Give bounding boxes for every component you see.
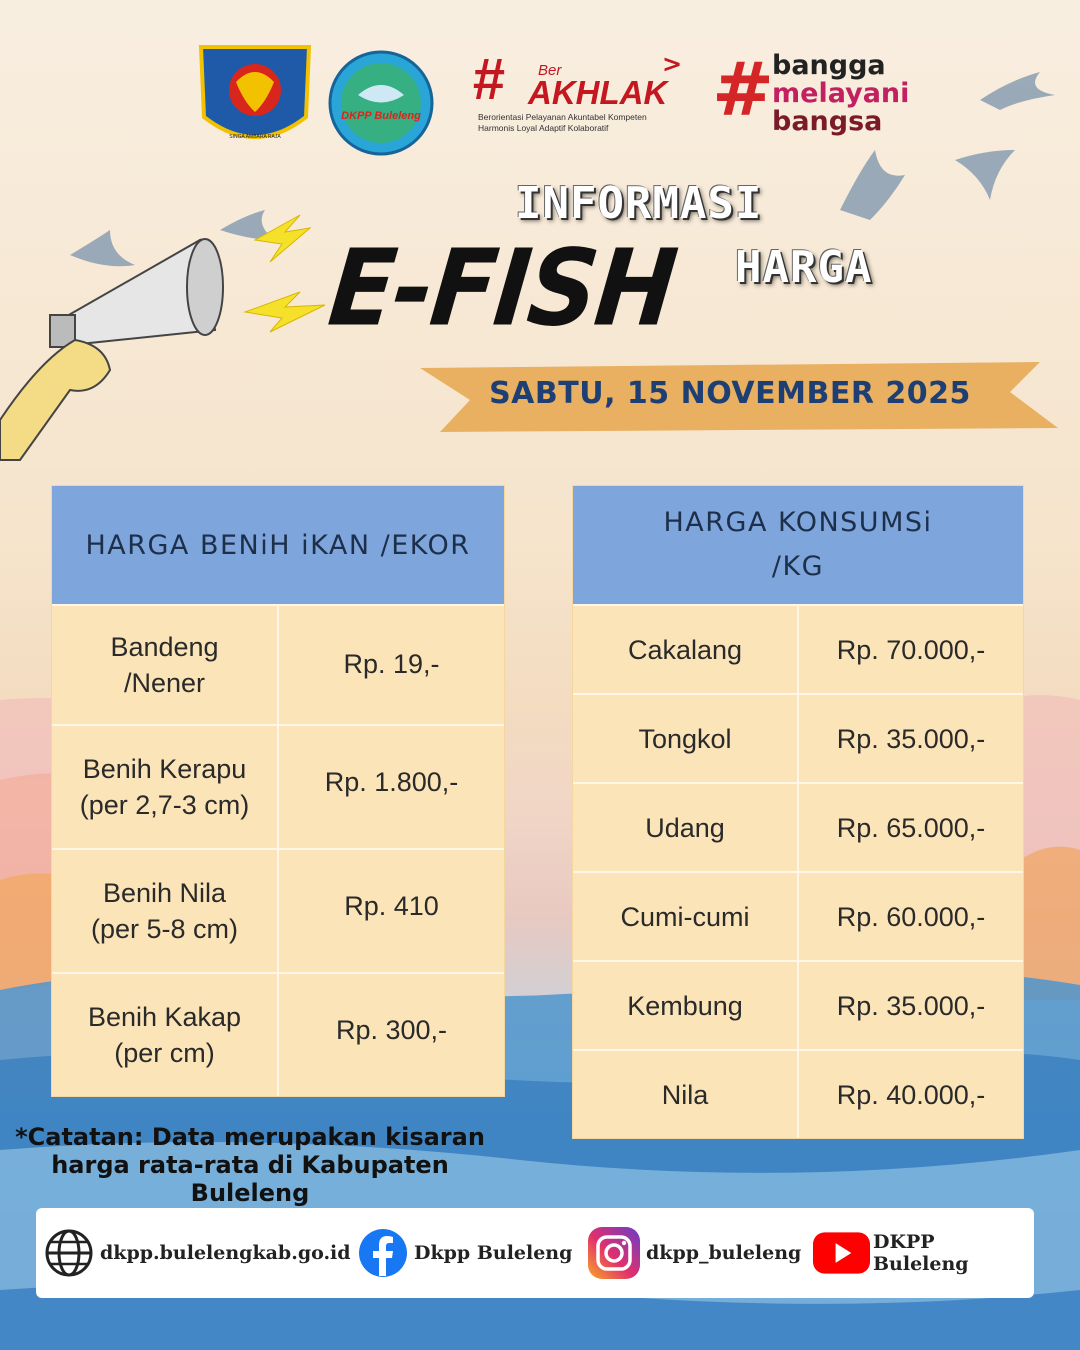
konsumsi-table-header: HARGA KONSUMSi /KG [573,486,1023,604]
fish-name-cell: Nila [573,1051,799,1138]
title-informasi: INFORMASI [515,178,763,229]
fish-name-cell: Bandeng /Nener [52,606,279,724]
fish-name-cell: Kembung [573,962,799,1049]
table-row [573,782,1023,871]
price-note: *Catatan: Data merupakan kisaran harga rata-rata di Kabupaten Buleleng [15,1123,485,1207]
fish-name-cell: Tongkol [573,695,799,782]
table-row [573,693,1023,782]
dkpp-logo [328,50,434,156]
logo1-caption: SINGA AMBARA RAJA [229,134,281,140]
price-cell: Rp. 35.000,- [836,723,986,754]
price-cell: Rp. 19,- [343,649,440,679]
globe-icon [44,1228,94,1278]
table-row [52,972,504,1096]
logo2-caption: DKPP Buleleng [341,110,421,122]
buleleng-logo [196,42,314,154]
facebook-icon [358,1228,408,1278]
title-harga: HARGA [735,242,873,293]
price-cell: Rp. 60.000,- [836,901,986,932]
youtube-link[interactable]: DKPP Buleleng [812,1231,1034,1275]
table-row [573,1049,1023,1138]
bangga-melayani-logo: # bangga melayani bangsa [712,47,910,137]
price-cell: Rp. 70.000,- [836,634,986,665]
instagram-link[interactable]: dkpp_buleleng [586,1225,801,1281]
table-row [52,604,504,724]
table-row [52,724,504,848]
fish-name-cell: Benih Kerapu (per 2,7-3 cm) [52,726,279,848]
chevron-icon: > [662,50,683,78]
megaphone-icon [0,239,223,460]
table-row [52,848,504,972]
table-row [573,604,1023,693]
fish-name-cell: Benih Kakap (per cm) [52,974,279,1096]
fish-name-cell: Cakalang [573,606,799,693]
price-cell: Rp. 410 [344,891,439,921]
price-cell: Rp. 1.800,- [324,767,459,797]
price-cell: Rp. 300,- [335,1015,448,1045]
social-footer [36,1208,1034,1298]
title-efish: E-FISH [323,226,681,350]
website-link[interactable]: dkpp.bulelengkab.go.id [44,1228,351,1278]
youtube-icon [812,1231,871,1275]
fish-name-cell: Benih Nila (per 5-8 cm) [52,850,279,972]
fish-name-cell: Udang [573,784,799,871]
table-row [573,960,1023,1049]
akhlak-logo: # Ber > AKHLAK Berorientasi Pelayanan Akuntabel Kompeten Harmonis Loyal Adaptif Kolaboratif [472,47,683,133]
benih-price-table [51,485,505,1097]
price-cell: Rp. 35.000,- [836,990,986,1021]
fish-name-cell: Cumi-cumi [573,873,799,960]
benih-table-header: HARGA BENiH iKAN /EKOR [52,486,504,604]
price-cell: Rp. 65.000,- [836,812,986,843]
table-row [573,871,1023,960]
facebook-link[interactable]: Dkpp Buleleng [358,1228,572,1278]
instagram-icon [586,1225,642,1281]
konsumsi-price-table [572,485,1024,1139]
date-label: SABTU, 15 NOVEMBER 2025 [489,376,971,411]
price-cell: Rp. 40.000,- [836,1079,986,1110]
